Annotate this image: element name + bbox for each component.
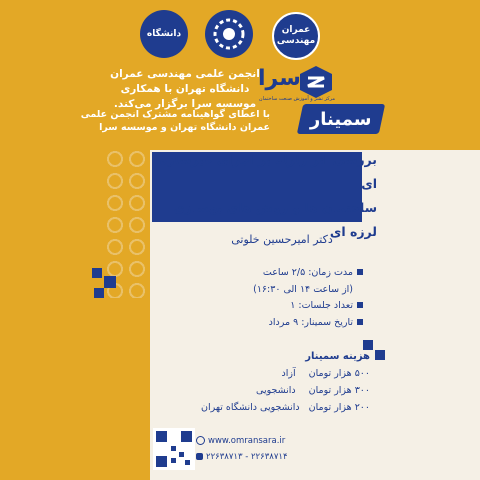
civil-association-logo — [272, 12, 320, 60]
bullet-icon — [357, 269, 363, 275]
fee-item-free: ۵۰۰ هزار تومان آزاد — [281, 368, 370, 379]
bullet-icon — [357, 302, 363, 308]
fee-item-ut-student: ۲۰۰ هزار تومان دانشجویی دانشگاه تهران — [201, 402, 370, 413]
qr-code — [153, 428, 195, 470]
bullet-icon — [357, 319, 363, 325]
org-line3: موسسه سرا برگزار می‌کند. — [113, 98, 257, 110]
title-line2: ساختمان ها و روش های بهسازی — [173, 200, 377, 215]
globe-icon — [196, 436, 205, 445]
university-logo — [140, 10, 188, 58]
website-text[interactable]: www.omransara.ir — [208, 436, 286, 446]
detail-date: تاریخ سمینار: ۹ مرداد — [235, 315, 363, 332]
org-line1: انجمن علمی مهندسی عمران — [110, 68, 260, 80]
brand-tagline: مرکز نشر و آموزش صنعت ساختمان — [258, 96, 336, 102]
organizer-text — [100, 67, 270, 112]
detail-sessions: تعداد جلسات: ۱ — [235, 298, 363, 315]
certificate-text — [60, 108, 270, 134]
fees-section — [200, 348, 370, 416]
phone-icon — [196, 453, 203, 460]
decorative-blocks — [92, 268, 118, 302]
seminar-badge — [297, 104, 385, 134]
detail-hours: (از ساعت ۱۴ الی ۱۶:۳۰) — [253, 283, 353, 295]
cert-line1: با اعطای گواهینامه مشترک انجمن علمی — [80, 109, 270, 120]
footer-website — [196, 436, 306, 446]
detail-duration: مدت زمان: ۲/۵ ساعت — [235, 265, 363, 282]
speaker-name: دکتر امیرحسین خلوتی — [231, 233, 333, 246]
seminar-details — [235, 265, 363, 331]
seminar-badge-label: سمینار — [310, 108, 372, 130]
decorative-blocks-right — [363, 340, 387, 366]
title-line1: بررسی اثر زلزله بر اجزای غیرسازه ای — [159, 152, 377, 191]
fees-heading: هزینه سمینار — [305, 351, 370, 362]
gear-logo — [203, 8, 255, 60]
sara-logo-icon — [300, 66, 332, 98]
footer-phone — [196, 452, 326, 462]
fee-item-student: ۳۰۰ هزار تومان دانشجویی — [256, 385, 370, 396]
cert-line2: عمران دانشگاه تهران و موسسه سرا — [99, 122, 270, 133]
org-line2: دانشگاه تهران با همکاری — [120, 83, 250, 95]
logo-right-text: دانشگاه — [146, 28, 182, 39]
seminar-title — [152, 148, 377, 244]
title-line3: لرزه ای — [329, 224, 377, 239]
brand-name: سرا — [258, 66, 301, 91]
phone-text[interactable]: ۲۲۶۳۸۷۱۳ - ۲۲۶۳۸۷۱۴ — [206, 452, 288, 462]
logo-left-text: عمران مهندسی — [276, 25, 316, 46]
